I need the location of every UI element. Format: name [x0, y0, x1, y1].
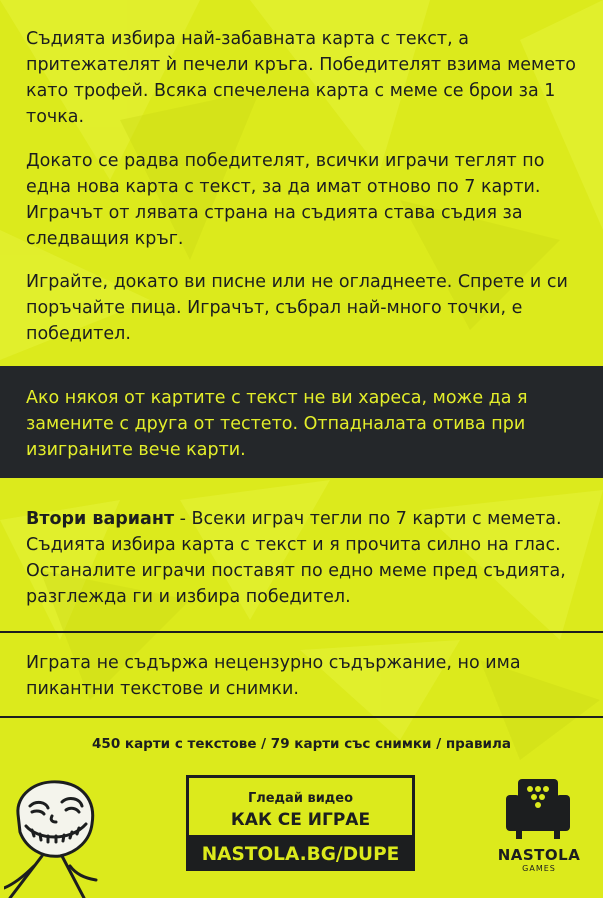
divider-top: [0, 631, 603, 633]
video-callout-top: [189, 778, 412, 835]
logo-name: NASTOLA: [497, 846, 581, 864]
variant-paragraph: [26, 506, 581, 610]
divider-bottom: [0, 716, 603, 718]
variant-label: Втори вариант: [26, 509, 175, 529]
logo-subtitle: GAMES: [522, 864, 556, 873]
rules-paragraph-3: Играйте, докато ви писне или не огладнеете. Спрете и си поръчайте пица. Играчът, събрал най-много точки, е победител.: [26, 272, 568, 344]
troll-face-icon: [4, 766, 104, 898]
video-callout[interactable]: [186, 775, 415, 871]
disclaimer-text: Играта не съдържа нецензурно съдържание, но има пикантни текстове и снимки.: [26, 653, 521, 699]
rules-paragraph-1: Съдията избира най-забавната карта с текст, а притежателят ѝ печели кръга. Победителят взима мемето като трофей. Всяка спечелена карта с меме се брои за 1 точка.: [26, 29, 576, 127]
video-callout-watch: Гледай видео: [247, 791, 354, 806]
notice-band: [0, 366, 603, 478]
box-contents: 450 карти с текстове / 79 карти със снимки / правила: [92, 736, 511, 752]
rules-paragraph-2: Докато се радва победителят, всички играчи теглят по една нова карта с текст, за да имат отново по 7 карти. Играчът от лявата страна на съдията става съдия за следващия кръг.: [26, 151, 545, 249]
notice-text: Ако някоя от картите с текст не ви хареса, може да я замените с друга от тестето. Отпадналата отива при изиграните вече карти.: [26, 388, 528, 460]
video-url[interactable]: NASTOLA.BG/DUPE: [201, 844, 400, 865]
variant-text: - Всеки играч тегли по 7 карти с мемета. Съдията избира карта с текст и я прочита силно на глас. Останалите играчи поставят по едно меме пред съдията, разглежда ги и избира победител.: [26, 509, 566, 607]
video-callout-title: КАК СЕ ИГРАЕ: [230, 810, 371, 830]
